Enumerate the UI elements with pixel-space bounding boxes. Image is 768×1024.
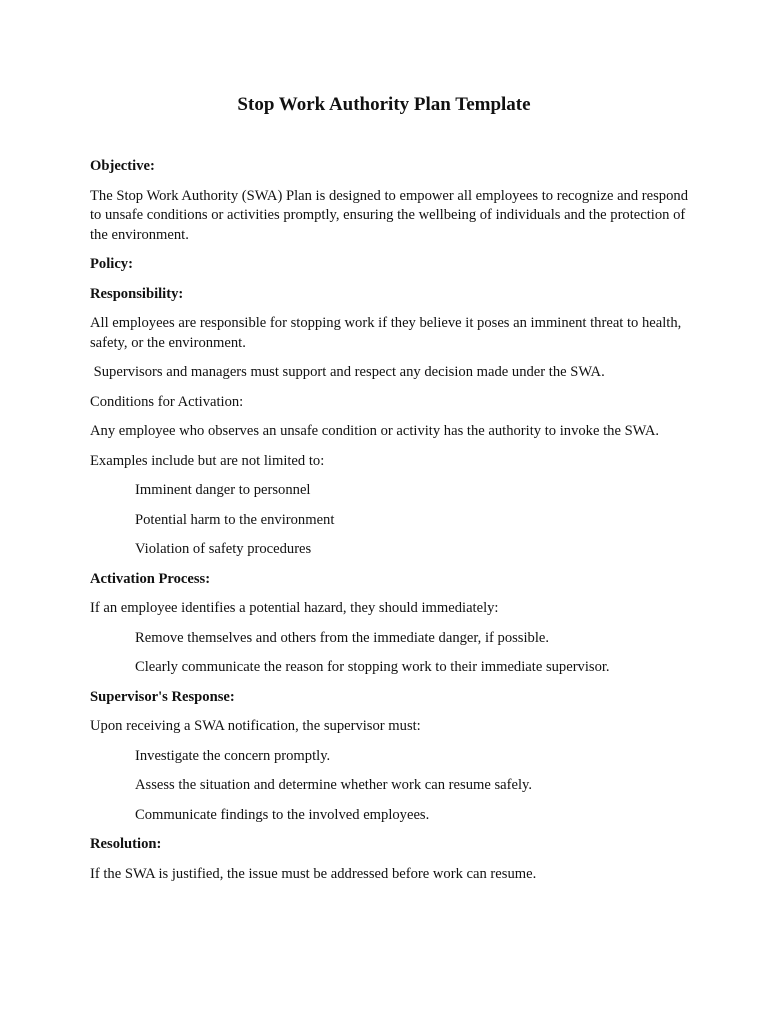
responsibility-paragraph: All employees are responsible for stopping work if they believe it poses an imminent threat to health, safety, or the environment. xyxy=(90,315,682,351)
supervisor-intro: Upon receiving a SWA notification, the supervisor must: xyxy=(90,718,421,734)
activation-step: Clearly communicate the reason for stopping work to their immediate supervisor. xyxy=(135,659,610,675)
document-title: Stop Work Authority Plan Template xyxy=(237,94,531,115)
supervisor-step: Investigate the concern promptly. xyxy=(135,747,331,764)
example-item: Imminent danger to personnel xyxy=(135,482,311,498)
objective-paragraph: The Stop Work Authority (SWA) Plan is designed to empower all employees to recognize and respond to unsafe conditions or activities promptly, ensuring the wellbeing of individuals and the protection of the environment. xyxy=(90,187,688,243)
activation-intro: If an employee identifies a potential hazard, they should immediately: xyxy=(90,600,499,616)
supervisor-step: Communicate findings to the involved employees. xyxy=(135,806,430,823)
resolution-paragraph: If the SWA is justified, the issue must be addressed before work can resume. xyxy=(90,865,537,882)
example-item: Violation of safety procedures xyxy=(135,541,312,557)
resolution-heading: Resolution: xyxy=(90,836,162,852)
activation-step: Remove themselves and others from the immediate danger, if possible. xyxy=(135,629,550,646)
supervisors-paragraph: Supervisors and managers must support and respect any decision made under the SWA. xyxy=(90,364,605,380)
document-body xyxy=(90,157,690,894)
example-item: Potential harm to the environment xyxy=(135,511,335,528)
policy-heading: Policy: xyxy=(90,256,133,272)
objective-heading: Objective: xyxy=(90,158,155,174)
conditions-label: Conditions for Activation: xyxy=(90,393,244,410)
responsibility-heading: Responsibility: xyxy=(90,285,184,302)
supervisor-response-heading: Supervisor's Response: xyxy=(90,688,235,705)
activation-heading: Activation Process: xyxy=(90,570,211,587)
supervisor-step: Assess the situation and determine whether work can resume safely. xyxy=(135,777,533,793)
conditions-paragraph: Any employee who observes an unsafe condition or activity has the authority to invoke the SWA. xyxy=(90,423,660,439)
examples-intro: Examples include but are not limited to: xyxy=(90,452,325,469)
